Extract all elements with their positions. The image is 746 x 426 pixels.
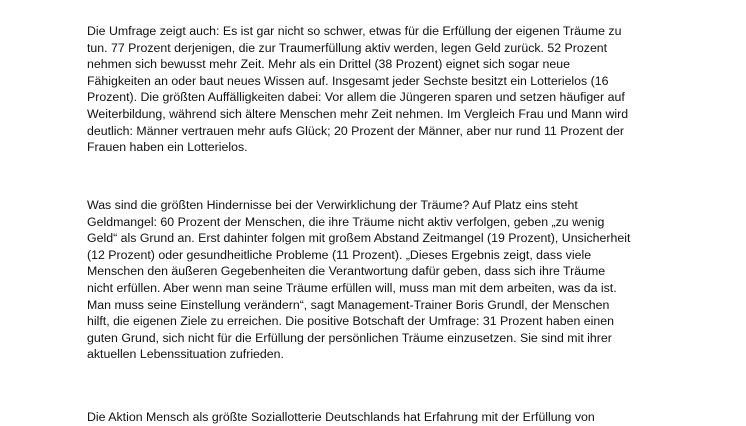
text-line: nicht erfüllen. Aber wenn man seine Träume erfüllen will, muss man mit dem arbeiten, was da ist. <box>87 280 617 295</box>
text-line: Was sind die größten Hindernisse bei der Verwirklichung der Träume? Auf Platz eins steht <box>87 198 578 212</box>
text-line: guten Grund, sich nicht für die Erfüllung der persönlichen Träume einzusetzen. Sie sind mit ihrer <box>87 330 612 345</box>
paragraph-aktion-mensch <box>87 409 727 426</box>
text-line: aktuellen Lebenssituation zufrieden. <box>87 347 284 362</box>
text-line: Prozent). Die größten Auffälligkeiten dabei: Vor allem die Jüngeren sparen und setzen häufiger auf <box>87 90 625 105</box>
paragraph-umfrage-traumerfuellung <box>87 23 727 156</box>
text-line: Die Aktion Mensch als größte Soziallotterie Deutschlands hat Erfahrung mit der Erfüllung von <box>87 410 595 424</box>
text-line: (12 Prozent) oder gesundheitliche Probleme (11 Prozent). „Dieses Ergebnis zeigt, dass viele <box>87 247 592 262</box>
text-line: tun. 77 Prozent derjenigen, die zur Traumerfüllung aktiv werden, legen Geld zurück. 52 Prozent <box>87 40 608 55</box>
paragraph-hindernisse <box>87 197 727 363</box>
text-line: nehmen sich bewusst mehr Zeit. Mehr als ein Drittel (38 Prozent) eignet sich sogar neue <box>87 57 571 72</box>
text-line: Geld“ als Grund an. Erst dahinter folgen mit großem Abstand Zeitmangel (19 Prozent), Unsicherheit <box>87 231 631 246</box>
text-line: deutlich: Männer vertrauen mehr aufs Glück; 20 Prozent der Männer, aber nur rund 11 Prozent der <box>87 123 625 138</box>
text-line: Man muss seine Einstellung verändern“, sagt Management-Trainer Boris Grundl, der Menschen <box>87 297 610 312</box>
text-line: hilft, die eigenen Ziele zu erreichen. Die positive Botschaft der Umfrage: 31 Prozent haben einen <box>87 314 614 329</box>
text-line: Frauen haben ein Lotterielos. <box>87 140 248 155</box>
text-line: Fähigkeiten an oder baut neues Wissen auf. Insgesamt jeder Sechste besitzt ein Lotterielos (16 <box>87 73 609 88</box>
text-line: Weiterbildung, während sich ältere Menschen mehr Zeit nehmen. Im Vergleich Frau und Mann wird <box>87 106 629 121</box>
text-line: Menschen den äußeren Gegebenheiten die Verantwortung dafür geben, dass sich ihre Träume <box>87 264 606 279</box>
text-line: Die Umfrage zeigt auch: Es ist gar nicht so schwer, etwas für die Erfüllung der eigenen Träume zu <box>87 24 622 38</box>
text-line: Geldmangel: 60 Prozent der Menschen, die ihre Träume nicht aktiv verfolgen, geben „zu wenig <box>87 214 605 229</box>
